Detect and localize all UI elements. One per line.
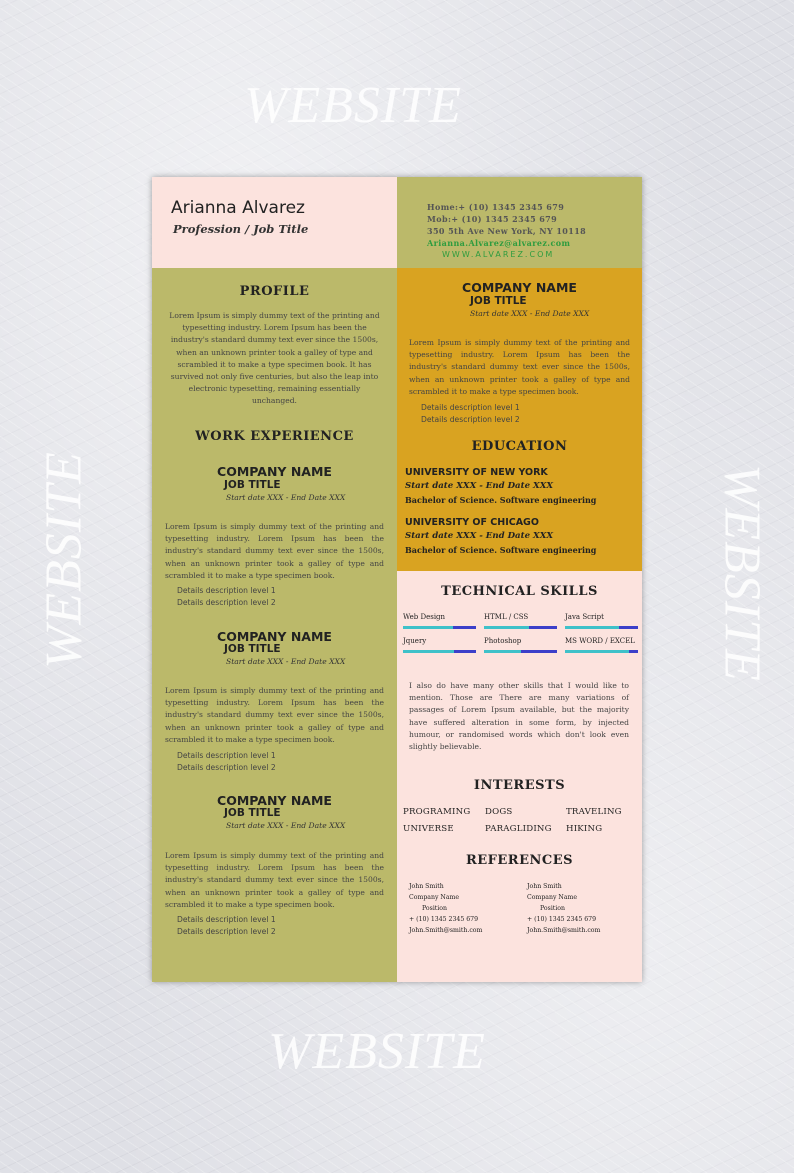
- contact-mobile-phone: Mob:+ (10) 1345 2345 679: [427, 214, 558, 224]
- job-detail-level-1: Details description level 1: [177, 915, 276, 924]
- interest-item: PROGRAMING: [403, 807, 471, 817]
- skill-bar-fill: [565, 626, 619, 629]
- job-title: JOB TITLE: [224, 807, 281, 819]
- skill-item: [565, 637, 638, 653]
- reference-company: Company Name: [409, 894, 460, 901]
- reference-email[interactable]: John.Smith@smith.com: [527, 927, 601, 934]
- education-university: UNIVERSITY OF NEW YORK: [405, 467, 548, 478]
- job-detail-level-2: Details description level 2: [177, 763, 276, 772]
- skill-label: Java Script: [565, 613, 604, 621]
- job-company-name: COMPANY NAME: [217, 793, 332, 808]
- skill-bar: [565, 650, 638, 653]
- watermark-right: WEBSITE: [713, 464, 771, 682]
- interests-heading: INTERESTS: [473, 778, 566, 793]
- work-experience-heading: WORK EXPERIENCE: [195, 429, 354, 444]
- reference-name: John Smith: [409, 883, 444, 890]
- job-company-name: COMPANY NAME: [217, 464, 332, 479]
- reference-position: Position: [422, 905, 447, 912]
- reference-phone: + (10) 1345 2345 679: [527, 916, 597, 923]
- job-description: Lorem Ipsum is simply dummy text of the printing and typesetting industry. Lorem Ipsum has been the industry's standard dummy text ever since the 1500s, when an unknown printer took a galley of type and scrambled it to make a type specimen book.: [165, 522, 384, 580]
- reference-entry: [527, 881, 600, 936]
- gold-block: [397, 268, 642, 571]
- skill-label: Photoshop: [484, 637, 522, 645]
- job-description: Lorem Ipsum is simply dummy text of the printing and typesetting industry. Lorem Ipsum has been the industry's standard dummy text ever since the 1500s, when an unknown printer took a galley of type and scrambled it to make a type specimen book.: [409, 338, 630, 396]
- skill-item: [484, 613, 557, 629]
- profession-title: Profession / Job Title: [173, 222, 309, 236]
- skill-bar-fill: [484, 626, 529, 629]
- education-heading: EDUCATION: [471, 439, 568, 454]
- pink-block: [397, 571, 642, 982]
- education-degree: Bachelor of Science. Software engineering: [405, 545, 597, 555]
- job-detail-level-2: Details description level 2: [421, 415, 520, 424]
- education-university: UNIVERSITY OF CHICAGO: [405, 517, 539, 528]
- technical-skills-heading: TECHNICAL SKILLS: [441, 584, 598, 599]
- skill-bar: [484, 650, 557, 653]
- interest-item: TRAVELING: [566, 807, 622, 817]
- skill-bar-fill: [403, 626, 453, 629]
- skill-item: [484, 637, 557, 653]
- education-degree: Bachelor of Science. Software engineering: [405, 495, 597, 505]
- skill-label: Jquery: [403, 637, 427, 645]
- skill-label: HTML / CSS: [484, 613, 529, 621]
- interest-item: HIKING: [566, 824, 603, 834]
- skill-bar: [403, 626, 476, 629]
- skills-text: I also do have many other skills that I would like to mention. Those are There are many variations of passages of Lorem Ipsum available, but the majority have suffered alteration in some form, by injected humour, or randomised words which don't look even slightly believable.: [409, 681, 629, 752]
- interest-item: DOGS: [485, 807, 513, 817]
- job-description: Lorem Ipsum is simply dummy text of the printing and typesetting industry. Lorem Ipsum has been the industry's standard dummy text ever since the 1500s, when an unknown printer took a galley of type and scrambled it to make a type specimen book.: [165, 851, 384, 909]
- interest-item: UNIVERSE: [403, 824, 454, 834]
- watermark-bottom: WEBSITE: [268, 1023, 486, 1080]
- header-name-block: [152, 177, 397, 268]
- reference-entry: [409, 881, 482, 936]
- watermark-top: WEBSITE: [244, 77, 462, 134]
- resume-document: [152, 177, 642, 982]
- contact-website[interactable]: WWW.ALVAREZ.COM: [442, 250, 555, 259]
- reference-name: John Smith: [527, 883, 562, 890]
- skill-item: [403, 613, 476, 629]
- skill-bar: [403, 650, 476, 653]
- job-title: JOB TITLE: [224, 479, 281, 491]
- job-description: Lorem Ipsum is simply dummy text of the printing and typesetting industry. Lorem Ipsum has been the industry's standard dummy text ever since the 1500s, when an unknown printer took a galley of type and scrambled it to make a type specimen book.: [165, 686, 384, 744]
- job-detail-level-2: Details description level 2: [177, 927, 276, 936]
- job-detail-level-1: Details description level 1: [177, 751, 276, 760]
- job-company-name: COMPANY NAME: [217, 629, 332, 644]
- job-company-name: COMPANY NAME: [462, 280, 577, 295]
- job-dates: Start date XXX - End Date XXX: [226, 657, 346, 666]
- job-title: JOB TITLE: [470, 295, 527, 307]
- skill-bar: [484, 626, 557, 629]
- contact-home-phone: Home:+ (10) 1345 2345 679: [427, 202, 565, 212]
- skill-bar: [565, 626, 638, 629]
- job-title: JOB TITLE: [224, 643, 281, 655]
- interest-item: PARAGLIDING: [485, 824, 552, 834]
- left-column: [152, 268, 397, 982]
- profile-text: Lorem Ipsum is simply dummy text of the printing and typesetting industry. Lorem Ipsum has been the industry's standard dummy text ever since the 1500s, when an unknown printer took a galley of type and scrambled it to make a type specimen book. It has survived not only five centuries, but also the leap into electronic typesetting, remaining essentially unchanged.: [169, 311, 380, 406]
- skill-bar-fill: [403, 650, 454, 653]
- skill-bar-fill: [484, 650, 521, 653]
- job-dates: Start date XXX - End Date XXX: [470, 309, 590, 318]
- job-detail-level-2: Details description level 2: [177, 598, 276, 607]
- job-dates: Start date XXX - End Date XXX: [226, 821, 346, 830]
- references-heading: REFERENCES: [465, 853, 574, 868]
- skill-item: [403, 637, 476, 653]
- contact-email[interactable]: Arianna.Alvarez@alvarez.com: [427, 238, 571, 248]
- reference-position: Position: [540, 905, 565, 912]
- skill-bar-fill: [565, 650, 629, 653]
- job-dates: Start date XXX - End Date XXX: [226, 493, 346, 502]
- profile-heading: PROFILE: [239, 284, 310, 299]
- job-detail-level-1: Details description level 1: [421, 403, 520, 412]
- education-dates: Start date XXX - End Date XXX: [405, 531, 554, 541]
- reference-email[interactable]: John.Smith@smith.com: [409, 927, 483, 934]
- job-detail-level-1: Details description level 1: [177, 586, 276, 595]
- header-contact-block: [397, 177, 642, 268]
- contact-address: 350 5th Ave New York, NY 10118: [427, 226, 587, 236]
- skill-item: [565, 613, 638, 629]
- reference-company: Company Name: [527, 894, 578, 901]
- education-dates: Start date XXX - End Date XXX: [405, 481, 554, 491]
- watermark-left: WEBSITE: [35, 451, 93, 669]
- skill-label: Web Design: [403, 613, 446, 621]
- skill-label: MS WORD / EXCEL: [565, 637, 635, 645]
- resume-name: Arianna Alvarez: [171, 198, 305, 218]
- reference-phone: + (10) 1345 2345 679: [409, 916, 479, 923]
